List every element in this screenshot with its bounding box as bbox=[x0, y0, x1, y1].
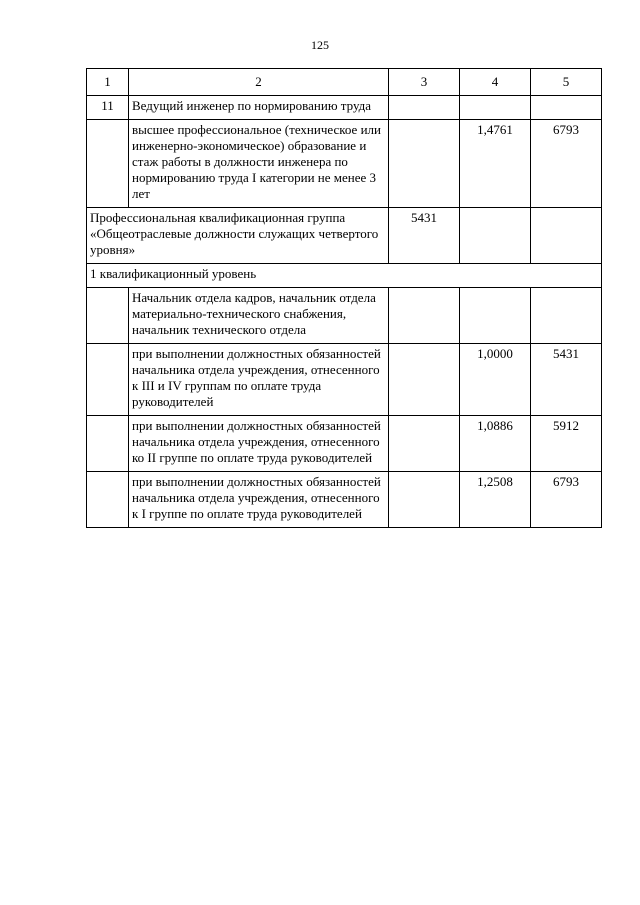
empty-cell bbox=[460, 208, 531, 264]
position-title: Ведущий инженер по нормированию труда bbox=[129, 96, 389, 120]
empty-cell bbox=[531, 208, 602, 264]
page-number: 125 bbox=[311, 38, 329, 52]
condition-text: при выполнении должностных обязанностей начальника отдела учреждения, отнесенного к I группе по оплате труда руководителей bbox=[129, 472, 389, 528]
header-cell-4: 4 bbox=[460, 69, 531, 96]
empty-cell bbox=[531, 288, 602, 344]
table-header-row bbox=[87, 69, 602, 96]
header-cell-5: 5 bbox=[531, 69, 602, 96]
table-row bbox=[87, 96, 602, 120]
salary-cell: 5431 bbox=[531, 344, 602, 416]
table-row bbox=[87, 264, 602, 288]
row-number: 11 bbox=[87, 96, 129, 120]
empty-cell bbox=[460, 96, 531, 120]
condition-text: при выполнении должностных обязанностей начальника отдела учреждения, отнесенного к III и IV группам по оплате труда руководителей bbox=[129, 344, 389, 416]
empty-cell bbox=[389, 96, 460, 120]
empty-cell bbox=[389, 344, 460, 416]
requirement-text: высшее профессиональное (техническое или инженерно-экономическое) образование и стаж работы в должности инженера по нормированию труда I категории не менее 3 лет bbox=[129, 120, 389, 208]
qualification-group-text: Профессиональная квалификационная группа «Общеотраслевые должности служащих четвертого уровня» bbox=[87, 208, 389, 264]
empty-cell bbox=[389, 472, 460, 528]
header-cell-2: 2 bbox=[129, 69, 389, 96]
table-row bbox=[87, 288, 602, 344]
empty-cell bbox=[389, 120, 460, 208]
coefficient-cell: 1,2508 bbox=[460, 472, 531, 528]
coefficient-cell: 1,0886 bbox=[460, 416, 531, 472]
empty-cell bbox=[460, 288, 531, 344]
table-row bbox=[87, 120, 602, 208]
table-row bbox=[87, 416, 602, 472]
position-title: Начальник отдела кадров, начальник отдела материально-технического снабжения, начальник технического отдела bbox=[129, 288, 389, 344]
salary-table bbox=[86, 68, 602, 528]
empty-cell bbox=[87, 472, 129, 528]
header-cell-3: 3 bbox=[389, 69, 460, 96]
table-row bbox=[87, 472, 602, 528]
empty-cell bbox=[87, 416, 129, 472]
empty-cell bbox=[87, 344, 129, 416]
empty-cell bbox=[531, 96, 602, 120]
qualification-level-text: 1 квалификационный уровень bbox=[87, 264, 602, 288]
table-row bbox=[87, 208, 602, 264]
salary-cell: 5912 bbox=[531, 416, 602, 472]
salary-cell: 6793 bbox=[531, 120, 602, 208]
table-row bbox=[87, 344, 602, 416]
base-salary-cell: 5431 bbox=[389, 208, 460, 264]
empty-cell bbox=[87, 288, 129, 344]
header-cell-1: 1 bbox=[87, 69, 129, 96]
coefficient-cell: 1,0000 bbox=[460, 344, 531, 416]
empty-cell bbox=[87, 120, 129, 208]
empty-cell bbox=[389, 288, 460, 344]
empty-cell bbox=[389, 416, 460, 472]
coefficient-cell: 1,4761 bbox=[460, 120, 531, 208]
condition-text: при выполнении должностных обязанностей начальника отдела учреждения, отнесенного ко II группе по оплате труда руководителей bbox=[129, 416, 389, 472]
salary-cell: 6793 bbox=[531, 472, 602, 528]
